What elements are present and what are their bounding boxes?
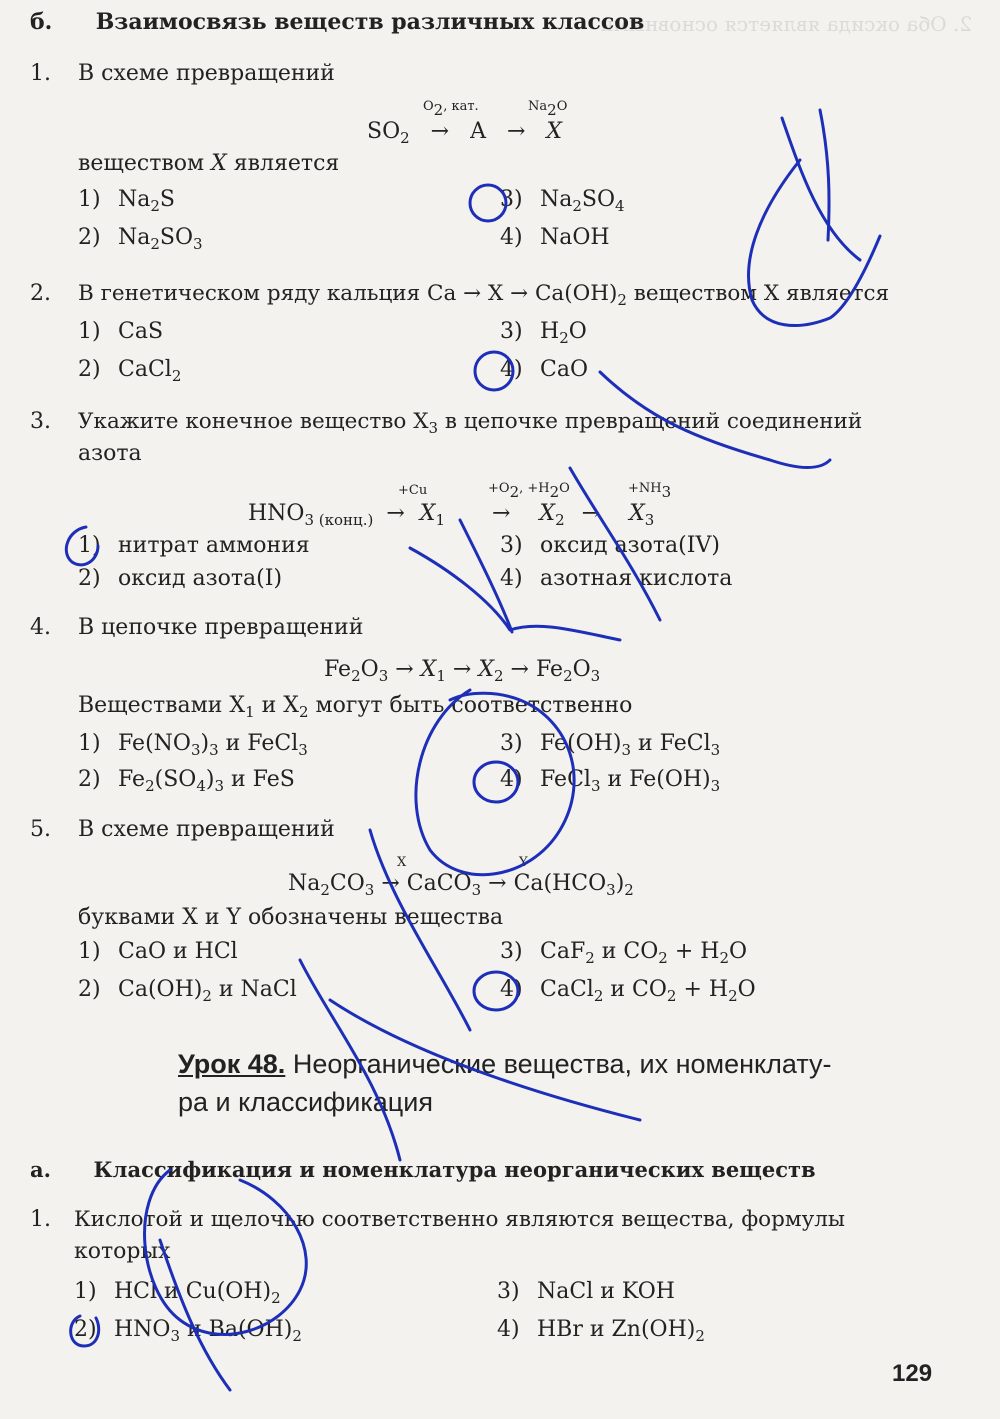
q6-option-4: 4) HBr и $Zn(OH)_2$ bbox=[497, 1317, 705, 1345]
page-number: 129 bbox=[892, 1360, 933, 1387]
section-a-title: Классификация и номенклатура неорганических веществ bbox=[93, 1157, 816, 1182]
q4-option-2: 2) $Fe_2(SO_4)_3$ и FeS bbox=[78, 767, 295, 795]
q5-label-y: Y bbox=[519, 855, 528, 870]
q4-option-3: 3) $Fe(OH)_3$ и FeCl$_3$ bbox=[500, 731, 721, 759]
q3-label-cu: +Cu bbox=[398, 483, 428, 498]
q2-number: 2. bbox=[30, 281, 51, 306]
q5-text: В схеме превращений bbox=[78, 817, 335, 842]
pen-stroke-bottom-slash bbox=[160, 1240, 230, 1390]
q5-option-2: 2) $Ca(OH)_2$ и NaCl bbox=[78, 977, 297, 1005]
q5-chain: $Na_2CO_3$ → CaCO$_3$ → $Ca(HCO_3)_2$ bbox=[288, 871, 634, 899]
q1-option-1: 1) $Na_2S$ bbox=[78, 187, 175, 215]
q6-option-1: 1) HCl и $Cu(OH)_2$ bbox=[74, 1279, 281, 1307]
lesson-heading-line1: Урок 48. Неорганические вещества, их номенклату- bbox=[178, 1049, 832, 1079]
section-b-letter: б. bbox=[30, 9, 53, 35]
q5-question: буквами X и Y обозначены вещества bbox=[78, 905, 504, 930]
q3-text-line2: азота bbox=[78, 441, 142, 466]
q5-number: 5. bbox=[30, 817, 51, 842]
q6-text-line2: которых bbox=[74, 1239, 171, 1264]
q3-option-2: 2) оксид азота(I) bbox=[78, 566, 283, 591]
q2-option-1: 1) CaS bbox=[78, 319, 164, 344]
q4-number: 4. bbox=[30, 615, 51, 640]
q3-chain: $HNO_{3 (конц.)} \to X_1 \to X_2 \to X_3$ bbox=[248, 501, 655, 529]
q3-option-1: 1) нитрат аммония bbox=[78, 533, 310, 558]
bleed-through-text: 2. Оба оксида является основными bbox=[600, 12, 973, 36]
q5-option-1: 1) CaO и HCl bbox=[78, 939, 238, 964]
q2-option-2: 2) CaCl$_2$ bbox=[78, 357, 182, 385]
q6-option-3: 3) NaCl и KOH bbox=[497, 1279, 675, 1304]
q5-label-x: X bbox=[397, 855, 407, 870]
q4-chain: $Fe_2O_3 \to X_1 \to X_2 \to Fe_2O_3$ bbox=[324, 657, 601, 685]
section-b-title: Взаимосвязь веществ различных классов bbox=[95, 9, 645, 35]
lesson-heading-line2: ра и классификация bbox=[178, 1087, 433, 1117]
section-a-letter: а. bbox=[30, 1157, 51, 1182]
q2-text: В генетическом ряду кальция $Ca \to X \to Ca(OH)_2$ веществом X является bbox=[78, 281, 890, 309]
q3-label-o2-h2o: $+O_2$, $+H_2O$ bbox=[488, 481, 570, 501]
q3-option-3: 3) оксид азота(IV) bbox=[500, 533, 720, 558]
q4-question: Веществами $X_1$ и $X_2$ могут быть соответственно bbox=[78, 693, 633, 721]
section-a-heading bbox=[30, 1156, 816, 1184]
q1-option-3: 3) $Na_2SO_4$ bbox=[500, 187, 625, 215]
q4-option-1: 1) $Fe(NO_3)_3$ и FeCl$_3$ bbox=[78, 731, 308, 759]
q1-option-2: 2) $Na_2SO_3$ bbox=[78, 225, 203, 253]
q1-text: В схеме превращений bbox=[78, 61, 335, 86]
q4-option-4: 4) FeCl$_3$ и $Fe(OH)_3$ bbox=[500, 767, 721, 795]
q1-question: веществом X является bbox=[78, 151, 340, 176]
q3-text-line1: Укажите конечное вещество $X_3$ в цепочке превращений соединений bbox=[78, 409, 863, 437]
q1-arrow-label-2: $Na_2O$ bbox=[528, 99, 568, 119]
q1-option-4: 4) NaOH bbox=[500, 225, 610, 250]
q3-option-4: 4) азотная кислота bbox=[500, 566, 733, 591]
q1-scheme: $SO_2 \to A \to X$ bbox=[367, 119, 563, 147]
section-b-heading bbox=[30, 8, 644, 36]
q5-option-4: 4) CaCl$_2$ и $CO_2 + H_2O$ bbox=[500, 977, 756, 1005]
q2-option-4: 4) CaO bbox=[500, 357, 588, 382]
q6-text-line1: Кислотой и щелочью соответственно являются вещества, формулы bbox=[74, 1207, 845, 1232]
q2-option-3: 3) $H_2O$ bbox=[500, 319, 587, 347]
q3-label-nh3: $+NH_3$ bbox=[628, 481, 672, 501]
q5-option-3: 3) CaF$_2$ и $CO_2 + H_2O$ bbox=[500, 939, 748, 967]
q6-option-2: 2) $HNO_3$ и $Ba(OH)_2$ bbox=[74, 1317, 302, 1345]
q4-text: В цепочке превращений bbox=[78, 615, 364, 640]
q6-number: 1. bbox=[30, 1207, 51, 1232]
q1-arrow-label-1: $O_2$, кат. bbox=[423, 99, 479, 119]
q3-number: 3. bbox=[30, 409, 51, 434]
q1-number: 1. bbox=[30, 61, 51, 86]
